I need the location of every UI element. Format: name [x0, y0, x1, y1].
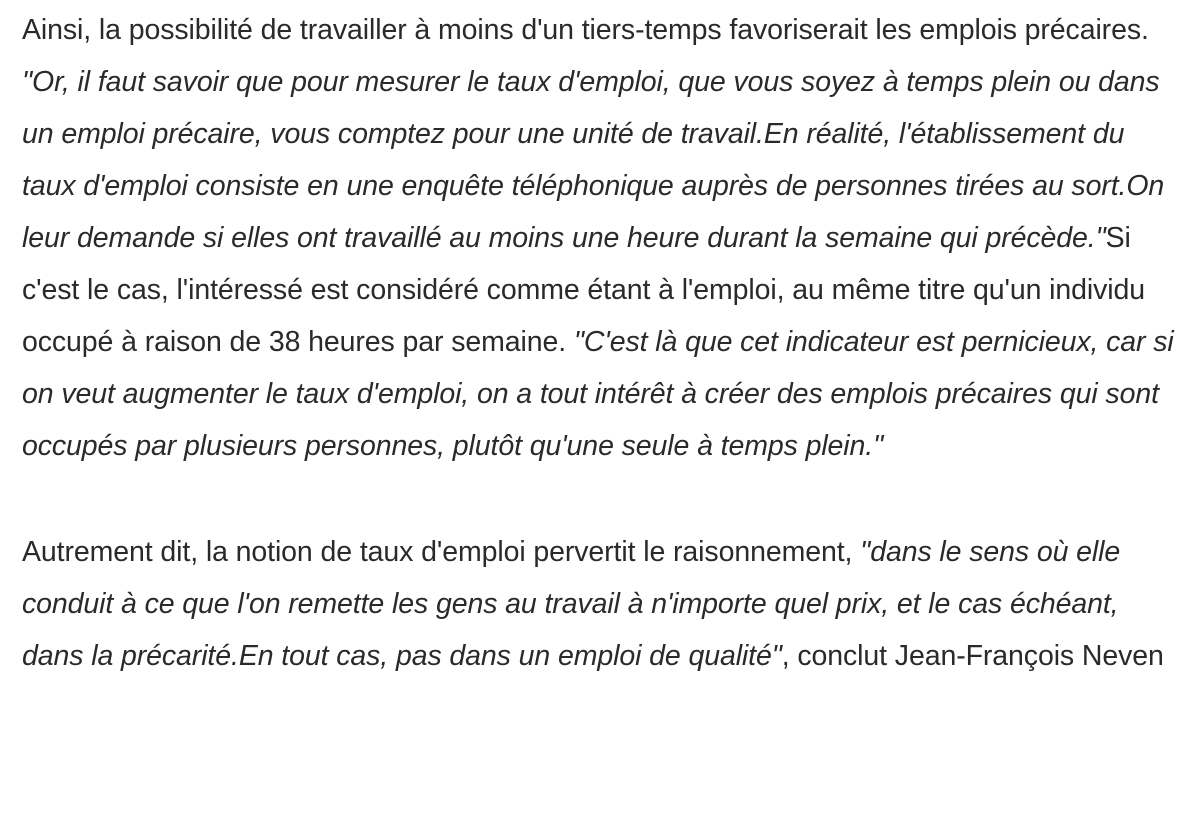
- paragraph-1: [22, 4, 1180, 472]
- paragraph-2-intro: Autrement dit, la notion de taux d'emploi pervertit le raisonnement,: [22, 536, 861, 568]
- paragraph-1-middle: Si c'est le cas, l'intéressé est considéré comme étant à l'emploi, au même titre qu'un individu occupé à raison de 38 heures par semaine.: [22, 222, 1146, 358]
- paragraph-2: [22, 526, 1180, 682]
- paragraph-1-quote-1: "Or, il faut savoir que pour mesurer le taux d'emploi, que vous soyez à temps plein ou dans un emploi précaire, vous comptez pour une unité de travail.En réalité, l'établissement du taux d'emploi consiste en une enquête téléphonique auprès de personnes tirées au sort.On leur demande si elles ont travaillé au moins une heure durant la semaine qui précède.": [22, 66, 1165, 254]
- paragraph-1-intro: Ainsi, la possibilité de travailler à moins d'un tiers-temps favoriserait les emplois précaires.: [22, 14, 1149, 46]
- paragraph-2-quote: "dans le sens où elle conduit à ce que l'on remette les gens au travail à n'importe quel prix, et le cas échéant, dans la précarité.En tout cas, pas dans un emploi de qualité": [22, 536, 1121, 672]
- paragraph-2-attribution: , conclut Jean-François Neven: [781, 640, 1164, 672]
- paragraph-1-quote-2: "C'est là que cet indicateur est pernicieux, car si on veut augmenter le taux d'emploi, on a tout intérêt à créer des emplois précaires qui sont occupés par plusieurs personnes, plutôt qu'une seule à temps plein.": [22, 326, 1174, 462]
